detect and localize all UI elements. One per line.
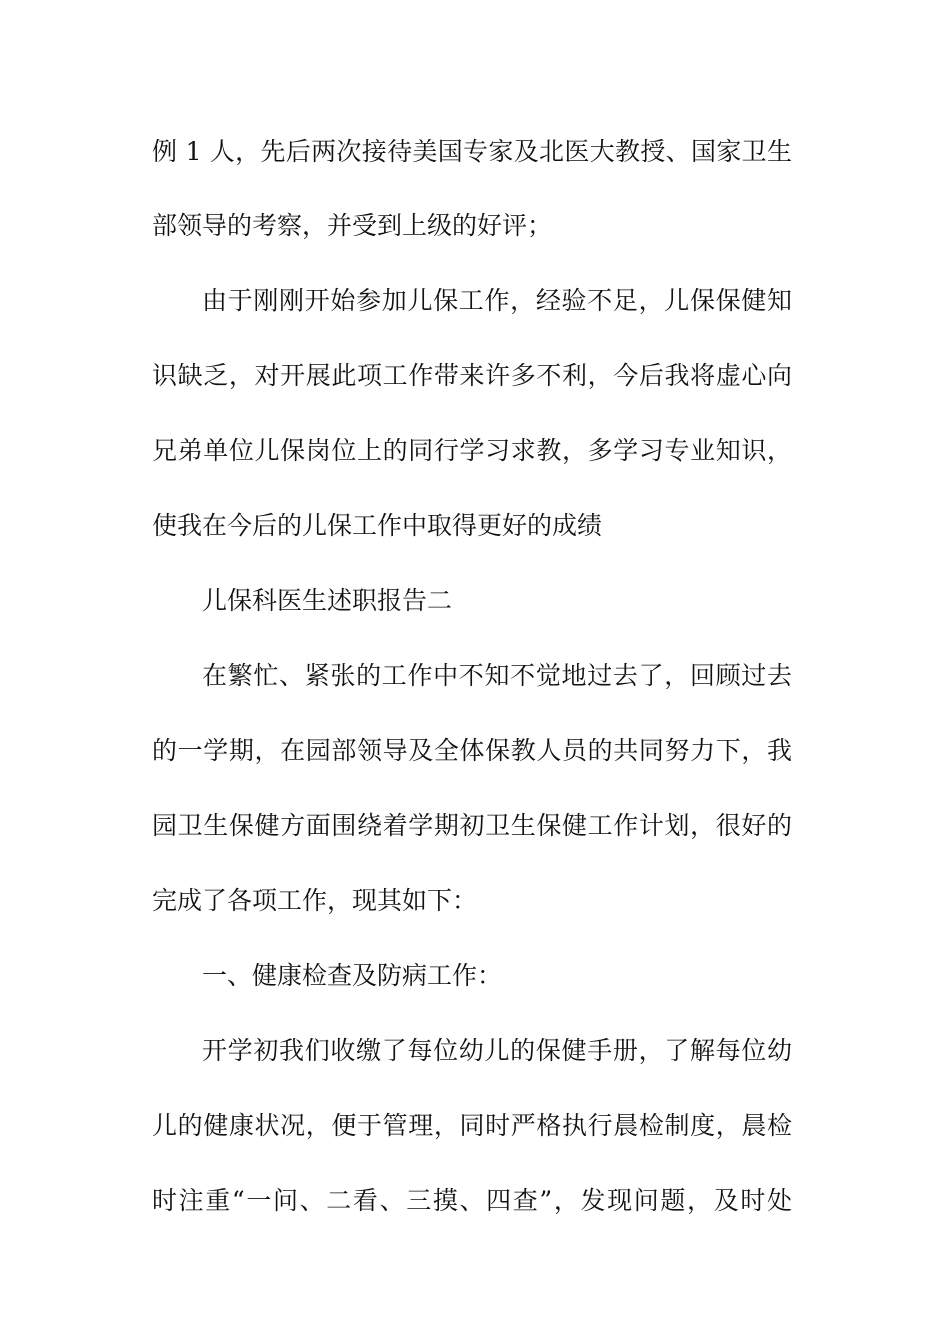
section-heading: 儿保科医生述职报告二: [202, 586, 453, 615]
text-line: 园卫生保健方面围绕着学期初卫生保健工作计划，很好的: [152, 811, 792, 840]
text-line: 儿的健康状况，便于管理，同时严格执行晨检制度，晨检: [152, 1111, 792, 1140]
text-line: 时注重“一问、二看、三摸、四查”，发现问题，及时处: [152, 1186, 792, 1215]
paragraph-first-line: 在繁忙、紧张的工作中不知不觉地过去了，回顾过去: [202, 661, 792, 690]
text-line: 识缺乏，对开展此项工作带来许多不利，今后我将虚心向: [152, 361, 792, 390]
text-line: 例 1 人，先后两次接待美国专家及北医大教授、国家卫生: [152, 137, 792, 166]
paragraph-first-line: 开学初我们收缴了每位幼儿的保健手册，了解每位幼: [202, 1036, 792, 1065]
text-line: 完成了各项工作，现其如下：: [152, 886, 478, 915]
text-line: 使我在今后的儿保工作中取得更好的成绩: [152, 511, 603, 540]
text-line: 兄弟单位儿保岗位上的同行学习求教，多学习专业知识，: [152, 436, 792, 465]
paragraph-first-line: 由于刚刚开始参加儿保工作，经验不足，儿保保健知: [202, 286, 792, 315]
text-line: 的一学期，在园部领导及全体保教人员的共同努力下，我: [152, 736, 792, 765]
subsection-heading: 一、健康检查及防病工作：: [202, 961, 503, 990]
text-line: 部领导的考察，并受到上级的好评；: [152, 211, 553, 240]
